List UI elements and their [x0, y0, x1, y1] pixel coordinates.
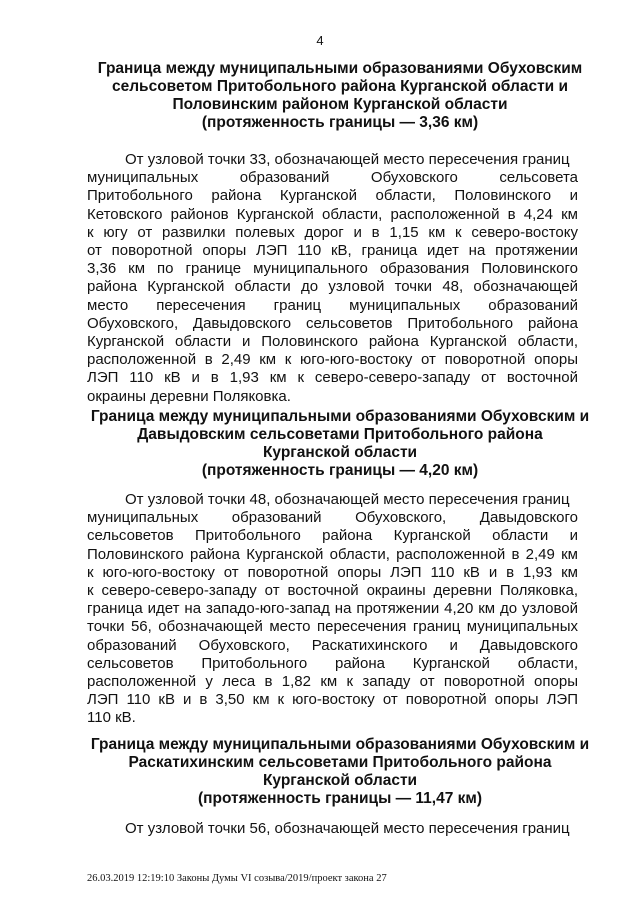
paragraph-line: расположенной в 2,49 км к юго-юго-востоку от поворотной опоры [87, 351, 578, 369]
heading-line: Граница между муниципальными образованиями Обуховским и [90, 408, 590, 425]
paragraph-line: от поворотной опоры ЛЭП 110 кВ, граница идет на протяжении [87, 242, 578, 260]
document-footer: 26.03.2019 12:19:10 Законы Думы VI созыва/2019/проект закона 27 [87, 873, 387, 884]
paragraph-line: 3,36 км по границе муниципального образования Половинского [87, 260, 578, 278]
paragraph-line: граница идет на западо-юго-запад на протяжении 4,20 км до узловой [87, 600, 578, 618]
section-heading [80, 736, 600, 808]
section-heading [80, 60, 600, 132]
paragraph-line: От узловой точки 56, обозначающей место пересечения границ [125, 820, 570, 837]
page-number: 4 [316, 33, 324, 48]
paragraph-line: точки 56, обозначающей место пересечения границ муниципальных [87, 618, 578, 636]
paragraph-line: сельсоветов Притобольного района Курганской области, [87, 654, 578, 672]
paragraph-line: расположенной у леса в 1,82 км к западу от поворотной опоры [87, 673, 578, 691]
heading-line: (протяженность границы — 11,47 км) [197, 790, 483, 807]
section-heading [80, 408, 600, 480]
heading-line: Граница между муниципальными образованиями Обуховским и [90, 736, 590, 753]
paragraph-line: 110 кВ. [87, 709, 136, 727]
heading-line: Раскатихинским сельсоветами Притобольного района [128, 754, 552, 771]
paragraph-line: От узловой точки 48, обозначающей место пересечения границ [125, 491, 570, 508]
heading-line: Курганской области [262, 772, 418, 789]
paragraph-line: Притобольного района Курганской области, Половинского и [87, 187, 578, 205]
paragraph-line: ЛЭП 110 кВ и в 3,50 км к юго-востоку от поворотной опоры ЛЭП [87, 691, 578, 709]
heading-line: Половинским районом Курганской области [172, 96, 508, 113]
paragraph-line: Кетовского районов Курганской области, расположенной в 4,24 км [87, 205, 578, 223]
heading-line: Давыдовским сельсоветами Притобольного района [137, 426, 543, 443]
paragraph-line: к югу от развилки полевых дорог и в 1,15 км к северо-востоку [87, 223, 578, 241]
paragraph-line: образований Обуховского, Раскатихинского и Давыдовского [87, 636, 578, 654]
section-paragraph [87, 491, 578, 728]
paragraph-line: окраины деревни Поляковка. [87, 387, 291, 405]
paragraph-line: района Курганской области до узловой точки 48, обозначающей [87, 278, 578, 296]
paragraph-line: муниципальных образований Обуховского, Давыдовского [87, 509, 578, 527]
heading-line: (протяженность границы — 3,36 км) [201, 114, 479, 131]
paragraph-line: Половинского района Курганской области, расположенной в 2,49 км [87, 545, 578, 563]
heading-line: Граница между муниципальными образованиями Обуховским [97, 60, 583, 77]
paragraph-line: Курганской области и Половинского района Курганской области, [87, 333, 578, 351]
paragraph-line: муниципальных образований Обуховского сельсовета [87, 169, 578, 187]
paragraph-line: к северо-северо-западу от восточной окраины деревни Поляковка, [87, 582, 578, 600]
paragraph-line: сельсоветов Притобольного района Курганской области и [87, 527, 578, 545]
paragraph-line: От узловой точки 33, обозначающей место пересечения границ [125, 151, 570, 168]
heading-line: Курганской области [262, 444, 418, 461]
section-paragraph [87, 151, 578, 406]
paragraph-line: ЛЭП 110 кВ и в 1,93 км к северо-северо-западу от восточной [87, 369, 578, 387]
section-paragraph [87, 820, 578, 838]
paragraph-line: к юго-юго-востоку от поворотной опоры ЛЭП 110 кВ и в 1,93 км [87, 563, 578, 581]
heading-line: сельсоветом Притобольного района Курганской области и [111, 78, 569, 95]
paragraph-line: место пересечения границ муниципальных образований [87, 296, 578, 314]
heading-line: (протяженность границы — 4,20 км) [201, 462, 479, 479]
paragraph-line: Обуховского, Давыдовского сельсоветов Притобольного района [87, 314, 578, 332]
